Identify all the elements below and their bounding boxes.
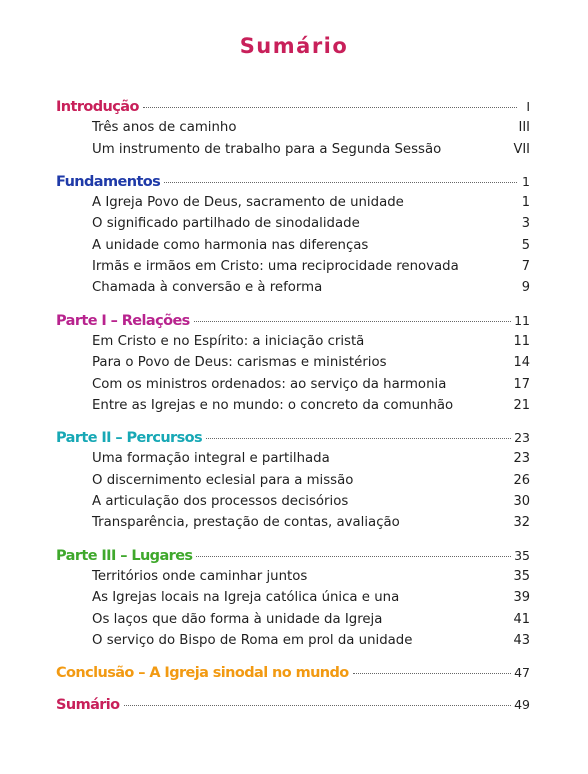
toc-entry[interactable] [56,277,530,298]
toc-heading-row[interactable] [56,310,530,331]
toc-entry-title: Entre as Igrejas e no mundo: o concreto da comunhão [92,397,454,413]
toc-heading-row[interactable] [56,694,530,715]
toc-entry-title: Transparência, prestação de contas, avaliação [92,515,400,531]
toc-heading-row[interactable] [56,96,530,117]
toc-heading-title: Sumário [56,697,120,714]
toc-heading-row[interactable] [56,545,530,566]
toc-entry-page: VII [513,141,530,157]
dot-leader [196,556,511,557]
toc-entry-page: 17 [513,376,530,392]
dot-leader [353,673,511,674]
toc-section [56,310,530,416]
toc-entry-title: Territórios onde caminhar juntos [92,568,308,584]
toc-entry-page: 3 [521,216,530,232]
toc-entry-page: 35 [513,568,530,584]
toc-heading-row[interactable] [56,171,530,192]
toc-heading-page: 23 [514,430,530,446]
toc-entry[interactable] [56,448,530,469]
toc-entry[interactable] [56,192,530,213]
toc-entry-title: Irmãs e irmãos em Cristo: uma reciprocidade renovada [92,259,459,275]
toc-entry-title: O discernimento eclesial para a missão [92,472,354,488]
toc-heading-page: 35 [514,547,530,563]
toc-entry[interactable] [56,352,530,373]
page-title: Sumário [239,34,349,58]
toc-section [56,662,530,683]
toc-heading-title: Introdução [56,99,139,115]
toc-heading-page: I [526,99,530,114]
toc-section [56,171,530,299]
toc-entry-page: 26 [513,472,530,488]
toc-entry[interactable] [56,235,530,256]
toc-entry-page: 11 [513,333,530,349]
toc-entry-title: O significado partilhado de sinodalidade [92,216,360,232]
toc-entry[interactable] [56,512,530,533]
toc-entry[interactable] [56,331,530,352]
toc-heading-row[interactable] [56,662,530,683]
toc-entry-title: Para o Povo de Deus: carismas e ministérios [92,355,387,371]
toc-entry-title: Os laços que dão forma à unidade da Igreja [92,611,383,627]
toc-entry-page: 32 [513,515,530,531]
toc-entry-page: 5 [521,237,530,253]
toc-heading-title: Parte I – Relações [56,312,190,329]
toc-section [56,96,530,160]
toc-heading-row[interactable] [56,427,530,448]
toc-entry-title: Chamada à conversão e à reforma [92,280,323,296]
toc-entry[interactable] [56,491,530,512]
toc-heading-page: 1 [522,173,530,189]
toc-section [56,427,530,533]
toc-entry[interactable] [56,630,530,651]
toc-entry[interactable] [56,395,530,416]
dot-leader [194,321,511,322]
toc-entry-page: 41 [513,611,530,627]
toc-entry-title: As Igrejas locais na Igreja católica única e una [92,590,400,606]
toc-section [56,694,530,715]
toc-entry-title: Com os ministros ordenados: ao serviço da harmonia [92,376,447,392]
dot-leader [143,107,517,108]
toc-entry[interactable] [56,213,530,234]
toc-entry-page: 1 [521,195,530,211]
toc-entry-page: 14 [513,355,530,371]
toc-heading-title: Parte III – Lugares [56,547,193,564]
toc-entry[interactable] [56,566,530,587]
toc-heading-title: Conclusão – A Igreja sinodal no mundo [56,665,349,682]
toc-entry[interactable] [56,470,530,491]
toc-heading-page: 49 [514,697,530,713]
toc-entry-page: 23 [513,451,530,467]
toc-entry[interactable] [56,256,530,277]
toc-heading-title: Parte II – Percursos [56,430,203,447]
toc-entry-title: A articulação dos processos decisórios [92,494,349,510]
toc-entry-page: 39 [513,590,530,606]
toc-entry-title: A unidade como harmonia nas diferenças [92,237,369,253]
toc-entry-title: Três anos de caminho [92,120,237,136]
toc-entry[interactable] [56,374,530,395]
table-of-contents [56,96,530,716]
toc-entry-page: 30 [513,494,530,510]
toc-entry[interactable] [56,609,530,630]
dot-leader [124,705,512,706]
toc-heading-page: 11 [514,312,530,328]
toc-entry[interactable] [56,117,530,138]
toc-entry[interactable] [56,587,530,608]
toc-heading-page: 47 [514,665,530,681]
toc-entry-page: 9 [521,280,530,296]
toc-entry-page: 7 [521,259,530,275]
toc-entry[interactable] [56,139,530,160]
toc-entry-title: Um instrumento de trabalho para a Segunda Sessão [92,141,442,157]
toc-entry-page: III [518,120,530,136]
dot-leader [206,438,511,439]
toc-entry-title: Uma formação integral e partilhada [92,451,330,467]
toc-entry-title: A Igreja Povo de Deus, sacramento de unidade [92,195,404,211]
toc-entry-page: 21 [513,397,530,413]
toc-section [56,545,530,651]
toc-entry-title: O serviço do Bispo de Roma em prol da unidade [92,632,413,648]
toc-entry-title: Em Cristo e no Espírito: a iniciação cristã [92,333,365,349]
toc-heading-title: Fundamentos [56,173,161,190]
toc-entry-page: 43 [513,632,530,648]
dot-leader [164,182,517,183]
